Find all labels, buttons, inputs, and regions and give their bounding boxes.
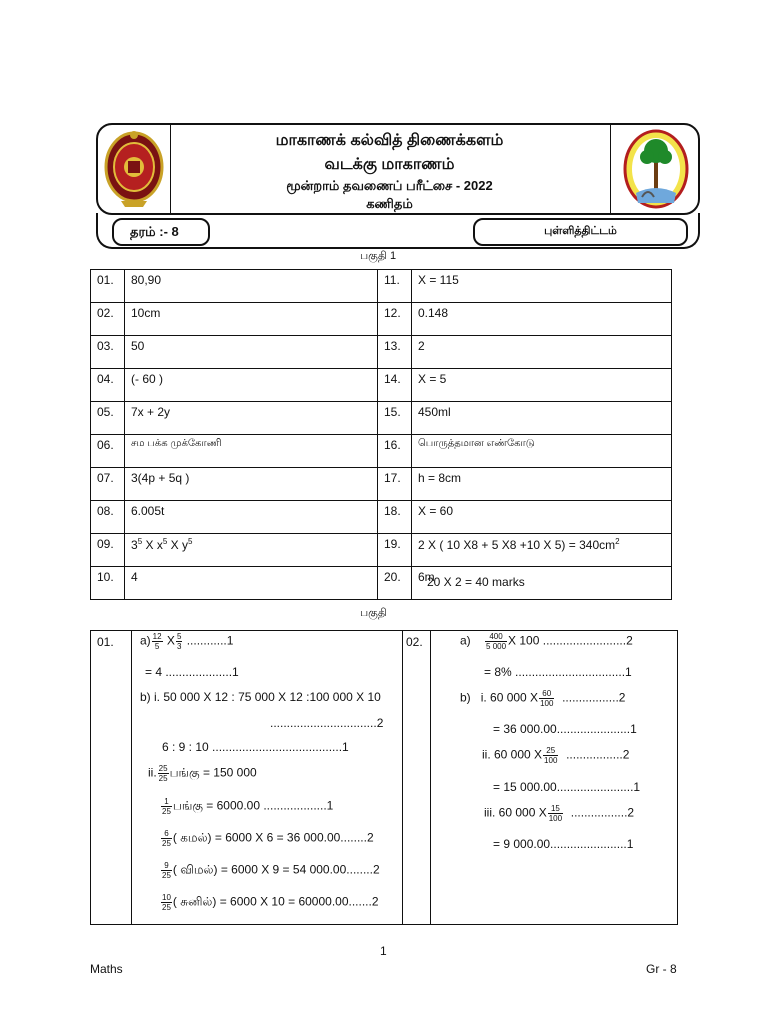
q-number: 02.	[91, 303, 125, 336]
q2-number: 02.	[406, 635, 423, 649]
q1-b-i: b) i. 50 000 X 12 : 75 000 X 12 :100 000 X 10	[140, 690, 381, 704]
answer: 6.005t	[125, 501, 378, 534]
q-number: 19.	[378, 534, 412, 567]
answer: 4	[125, 567, 378, 600]
q-number: 07.	[91, 468, 125, 501]
grade-label: தரம் :- 8	[112, 218, 210, 246]
answer: (- 60 )	[125, 369, 378, 402]
answer: 0.148	[412, 303, 672, 336]
answer: பொருத்தமான எண்கோடு	[412, 435, 672, 468]
header-divider-right	[610, 125, 611, 213]
table-row	[91, 270, 672, 303]
table-row	[91, 534, 672, 567]
answer: X = 60	[412, 501, 672, 534]
part1-marks: 20 X 2 = 40 marks	[427, 575, 525, 589]
northern-province-emblem-icon	[618, 127, 694, 215]
answer: X = 115	[412, 270, 672, 303]
answer: 2 X ( 10 X8 + 5 X8 +10 X $5) = 340cm^2$	[412, 534, 672, 567]
answer: h = 8cm	[412, 468, 672, 501]
q-number: 04.	[91, 369, 125, 402]
q-number: 15.	[378, 402, 412, 435]
answer: 2	[412, 336, 672, 369]
page-number: 1	[380, 944, 387, 958]
q2-a-result: = 8% .................................1	[484, 665, 632, 679]
q-number: 16.	[378, 435, 412, 468]
table-row	[91, 303, 672, 336]
table-row	[91, 468, 672, 501]
q2-b-ii-result: = 15 000.00.......................1	[493, 780, 641, 794]
col-divider	[430, 631, 431, 924]
table-row	[91, 369, 672, 402]
q-number: 18.	[378, 501, 412, 534]
answer: $3^5$ X $x^5$ X $y^5$	[125, 534, 378, 567]
part1-table	[90, 269, 672, 600]
q2-b-i-result: = 36 000.00......................1	[493, 722, 637, 736]
answer: 450ml	[412, 402, 672, 435]
q-number: 11.	[378, 270, 412, 303]
q-number: 13.	[378, 336, 412, 369]
q2-b-iii-result: = 9 000.00.......................1	[493, 837, 634, 851]
q-number: 14.	[378, 369, 412, 402]
q1-a-result: = 4 ....................1	[145, 665, 239, 679]
q-number: 06.	[91, 435, 125, 468]
q-number: 17.	[378, 468, 412, 501]
q-number: 20.	[378, 567, 412, 600]
answer: 7x + 2y	[125, 402, 378, 435]
table-row	[91, 567, 672, 600]
q-number: 03.	[91, 336, 125, 369]
answer: 80,90	[125, 270, 378, 303]
footer-subject: Maths	[90, 962, 123, 976]
q1-share-row: $\frac{9}{25}$ ( விமல்) = 6000 X 9 = 54 000.00........2	[162, 861, 380, 880]
q1-share-row: $\frac{10}{25}$ ( சுனில்) = 6000 X 10 = 60000.00.......2	[162, 893, 379, 912]
answer: X = 5	[412, 369, 672, 402]
table-row	[91, 402, 672, 435]
part2-title: பகுதி	[360, 607, 387, 619]
table-row	[91, 336, 672, 369]
q-number: 08.	[91, 501, 125, 534]
col-divider	[402, 631, 403, 924]
q-number: 09.	[91, 534, 125, 567]
q2-b-ii: ii. 60 000 X $\frac{25}{100}$ .................2	[482, 746, 630, 765]
q1-share-row: $\frac{6}{25}$ ( கமல்) = 6000 X 6 = 36 000.00........2	[162, 829, 374, 848]
answer: 3(4p + 5q )	[125, 468, 378, 501]
subject-title: கணிதம்	[366, 196, 413, 211]
footer-grade: Gr - 8	[646, 962, 677, 976]
q-number: 10.	[91, 567, 125, 600]
province-title: வடக்கு மாகாணம்	[324, 156, 455, 173]
answer: 10cm	[125, 303, 378, 336]
answer: 6m	[412, 567, 672, 600]
q-number: 05.	[91, 402, 125, 435]
q1-b-i-marks: ................................2	[270, 716, 384, 730]
q2-b-iii: iii. 60 000 X $\frac{15}{100}$ .................2	[484, 804, 635, 823]
q1-number: 01.	[97, 635, 114, 649]
dept-title: மாகாணக் கல்வித் திணைக்களம்	[275, 132, 504, 149]
q1-b-ratio: 6 : 9 : 10 .......................................1	[162, 740, 349, 754]
q1-b-ii: ii. $\frac{25}{25}$ பங்கு = 150 000	[148, 764, 257, 783]
sri-lanka-emblem-icon	[101, 127, 167, 211]
part1-title: பகுதி 1	[360, 250, 397, 262]
q-number: 12.	[378, 303, 412, 336]
q2-b-i: b) i. 60 000 X $\frac{60}{100}$ .................2	[460, 689, 626, 708]
col-divider	[131, 631, 132, 924]
q2-a: a) $\frac{400}{5 000}$ X 100 .........................2	[460, 632, 633, 651]
q1-share-row: $\frac{1}{25}$ பங்கு = 6000.00 ...................1	[162, 797, 334, 816]
q1-a: a) $\frac{12}{5}$ X $\frac{5}{3}$ ............1	[140, 632, 234, 651]
answer: 50	[125, 336, 378, 369]
table-row	[91, 501, 672, 534]
table-row	[91, 435, 672, 468]
answer: சம பக்க முக்கோணி	[125, 435, 378, 468]
exam-title: மூன்றாம் தவணைப் பரீட்சை - 2022	[286, 178, 493, 193]
marking-scheme-label: புள்ளித்திட்டம்	[473, 218, 688, 246]
q-number: 01.	[91, 270, 125, 303]
